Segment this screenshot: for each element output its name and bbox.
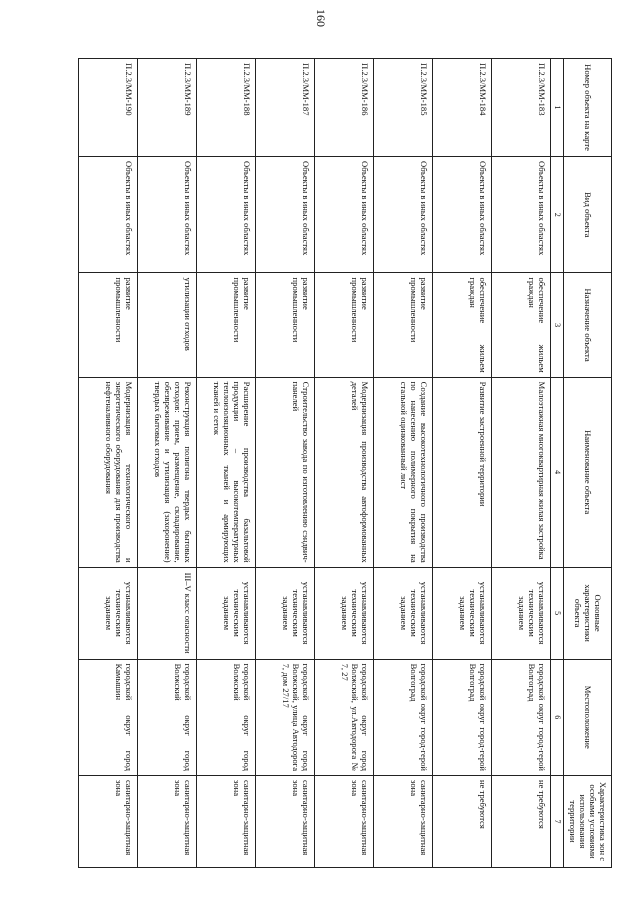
- object-name: Развитие застроенной территории: [433, 377, 492, 567]
- page-number: 160: [314, 9, 328, 27]
- object-characteristics: устанавливаются техническим заданием: [315, 567, 374, 659]
- object-purpose: утилизации отходов: [138, 273, 197, 377]
- object-id: П.2.3/ММ-186: [315, 59, 374, 157]
- object-zones: санитарно-защитная зона: [315, 776, 374, 868]
- table-row: [197, 59, 256, 868]
- object-characteristics: устанавливаются техническим заданием: [197, 567, 256, 659]
- column-number-row: [551, 59, 564, 868]
- object-characteristics: устанавливаются техническим заданием: [492, 567, 551, 659]
- object-zones: санитарно-защитная зона: [197, 776, 256, 868]
- object-id: П.2.3/ММ-188: [197, 59, 256, 157]
- object-kind: Объекты в иных областях: [256, 157, 315, 273]
- object-kind: Объекты в иных областях: [433, 157, 492, 273]
- object-location: городской округ город Волжский: [197, 659, 256, 775]
- object-purpose: развитие промышленности: [197, 273, 256, 377]
- object-name: Малоэтажная многоквартирная жилая застройка: [492, 377, 551, 567]
- object-characteristics: устанавливаются техническим заданием: [79, 567, 138, 659]
- object-zones: не требуются: [433, 776, 492, 868]
- table-row: [138, 59, 197, 868]
- column-number: 4: [551, 377, 564, 567]
- object-kind: Объекты в иных областях: [197, 157, 256, 273]
- object-location: городской округ город-герой Волгоград: [433, 659, 492, 775]
- table-row: [374, 59, 433, 868]
- header-object-name: Наименование объекта: [564, 377, 612, 567]
- header-zones: Характеристика зон с особыми условиями использования территории: [564, 776, 612, 868]
- object-name: Модернизация производства автоформованных деталей: [315, 377, 374, 567]
- header-object-number: Номер объекта на карте: [564, 59, 612, 157]
- objects-table: [78, 58, 612, 868]
- column-number: 6: [551, 659, 564, 775]
- object-name: Создание высокотехнологичного производства по нанесению полимерного покрытия на стальной оцинкованный лист: [374, 377, 433, 567]
- header-object-kind: Вид объекта: [564, 157, 612, 273]
- object-kind: Объекты в иных областях: [315, 157, 374, 273]
- object-id: П.2.3/ММ-185: [374, 59, 433, 157]
- object-zones: санитарно-защитная зона: [138, 776, 197, 868]
- object-characteristics: устанавливаются техническим заданием: [433, 567, 492, 659]
- header-object-purpose: Назначение объекта: [564, 273, 612, 377]
- object-characteristics: III–V класс опасности: [138, 567, 197, 659]
- object-purpose: развитие промышленности: [374, 273, 433, 377]
- object-id: П.2.3/ММ-184: [433, 59, 492, 157]
- column-number: 1: [551, 59, 564, 157]
- table-row: [433, 59, 492, 868]
- object-location: городской округ город-герой Волгоград: [374, 659, 433, 775]
- object-name: Расширение производства базальтовой продукции – высокотемпературных теплоизоляционных тканей и армирующих тканей и сеток: [197, 377, 256, 567]
- object-purpose: развитие промышленности: [315, 273, 374, 377]
- object-id: П.2.3/ММ-183: [492, 59, 551, 157]
- object-name: Строительство завода по изготовлению сэндвич-панелей: [256, 377, 315, 567]
- object-purpose: обеспечение жильем граждан: [433, 273, 492, 377]
- column-number: 5: [551, 567, 564, 659]
- table-row: [492, 59, 551, 868]
- object-purpose: развитие промышленности: [256, 273, 315, 377]
- column-number: 7: [551, 776, 564, 868]
- object-characteristics: устанавливаются техническим заданием: [256, 567, 315, 659]
- object-location: городской округ город Волжский, улица Автодорога 7, дом 27/17: [256, 659, 315, 775]
- object-kind: Объекты в иных областях: [492, 157, 551, 273]
- object-zones: санитарно-защитная зона: [256, 776, 315, 868]
- header-location: Местоположение: [564, 659, 612, 775]
- object-purpose: обеспечение жильем граждан: [492, 273, 551, 377]
- object-name: Реконструкция полигона твердых бытовых отходов: прием, размещение, складирование, обезвреживание и утилизация (захоронение) твердых бытовых отходов: [138, 377, 197, 567]
- object-kind: Объекты в иных областях: [374, 157, 433, 273]
- column-number: 2: [551, 157, 564, 273]
- object-zones: не требуются: [492, 776, 551, 868]
- object-purpose: развитие промышленности: [79, 273, 138, 377]
- column-number: 3: [551, 273, 564, 377]
- object-id: П.2.3/ММ-189: [138, 59, 197, 157]
- object-zones: санитарно-защитная зона: [374, 776, 433, 868]
- object-kind: Объекты в иных областях: [138, 157, 197, 273]
- table-row: [79, 59, 138, 868]
- object-name: Модернизация технологического и энергетического оборудования для производства нефтеналивного оборудования: [79, 377, 138, 567]
- object-location: городской округ город Волжский, ул.Автодорога № 7, 27: [315, 659, 374, 775]
- object-location: городской округ город-герой Волгоград: [492, 659, 551, 775]
- table-row: [256, 59, 315, 868]
- object-kind: Объекты в иных областях: [79, 157, 138, 273]
- object-characteristics: устанавливаются техническим заданием: [374, 567, 433, 659]
- object-id: П.2.3/ММ-190: [79, 59, 138, 157]
- table-row: [315, 59, 374, 868]
- table-header-row: [564, 59, 612, 868]
- header-object-characteristics: Основные характеристики объекта: [564, 567, 612, 659]
- object-id: П.2.3/ММ-187: [256, 59, 315, 157]
- object-location: городской округ город Камышин: [79, 659, 138, 775]
- object-zones: санитарно-защитная зона: [79, 776, 138, 868]
- object-location: городской округ город Волжский: [138, 659, 197, 775]
- rotated-table-frame: [32, 58, 612, 868]
